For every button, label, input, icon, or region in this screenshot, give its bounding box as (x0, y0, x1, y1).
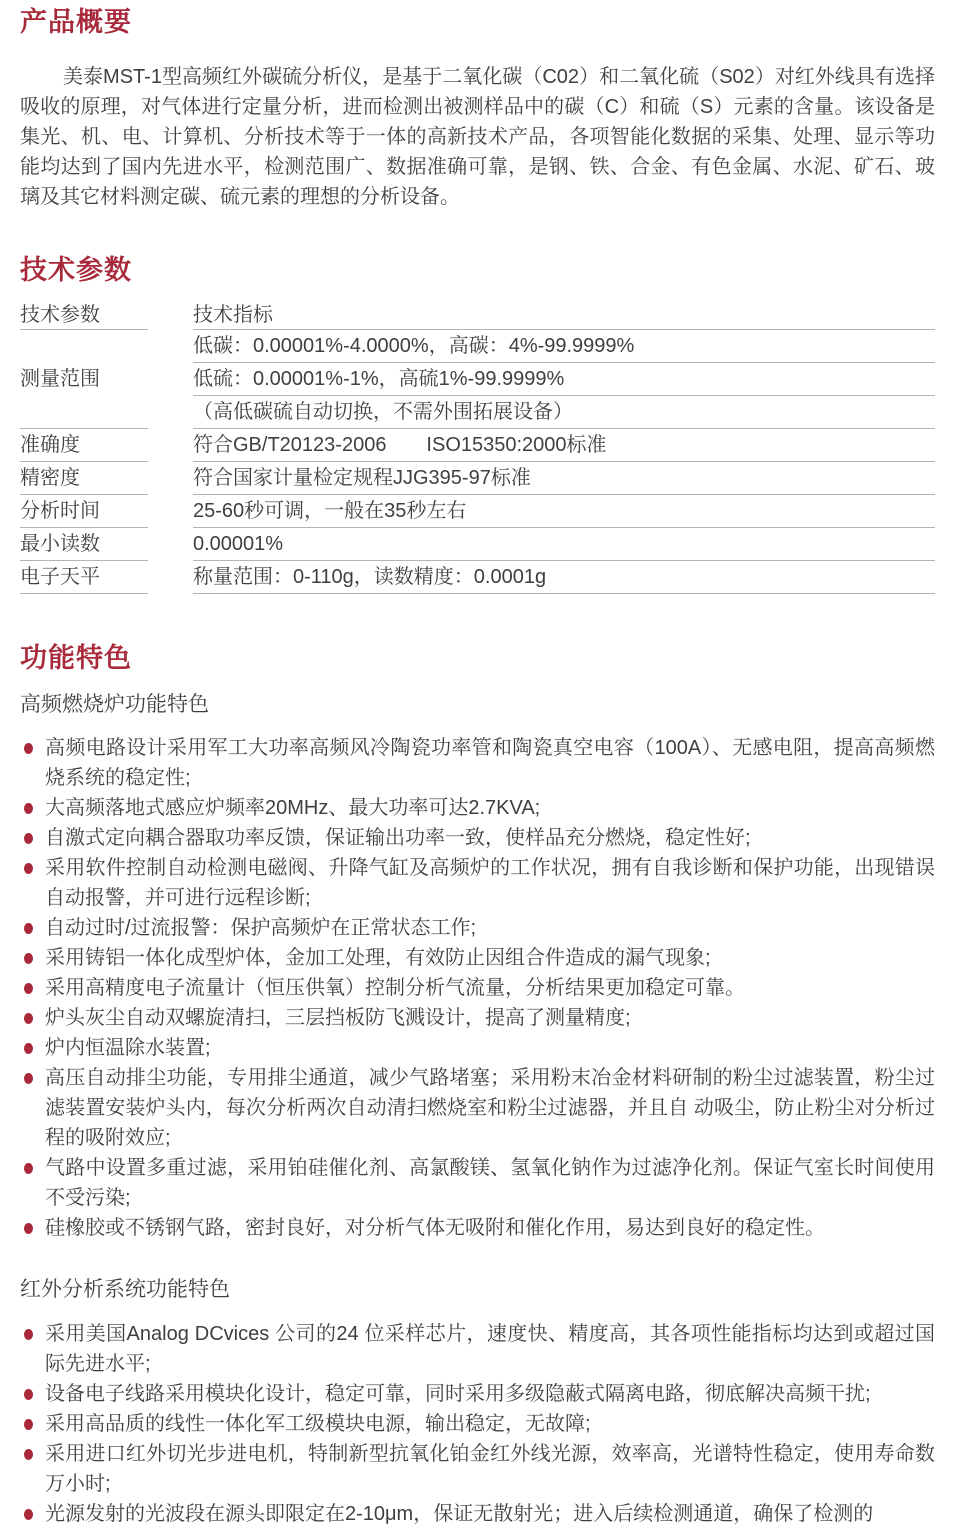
table-header-row (20, 301, 935, 329)
feature-group-subheading-furnace: 高频燃烧炉功能特色 (20, 692, 209, 716)
bullet-icon (24, 803, 33, 814)
column-spacer (148, 428, 193, 461)
section-heading-parameters: 技术参数 (20, 255, 132, 285)
table-row-range-1 (20, 329, 935, 362)
bullet-icon (24, 743, 33, 754)
section-heading-features: 功能特色 (20, 642, 132, 673)
section-heading-overview: 产品概要 (20, 7, 132, 37)
row-value: 称量范围：0-110g，读数精度：0.0001g (193, 560, 935, 593)
feature-item (20, 1499, 935, 1529)
feature-item (20, 733, 935, 793)
bullet-icon (24, 1013, 33, 1024)
row-value-auto-switch: （高低碳硫自动切换，不需外围拓展设备） (193, 395, 935, 428)
feature-text: 炉头灰尘自动双螺旋清扫，三层挡板防飞溅设计，提高了测量精度; (45, 1006, 631, 1029)
feature-item (20, 1439, 935, 1499)
column-spacer (148, 527, 193, 560)
feature-text: 大高频落地式感应炉频率20MHz、最大功率可达2.7KVA; (45, 796, 541, 819)
feature-item (20, 823, 935, 853)
column-spacer (148, 560, 193, 593)
row-label: 最小读数 (20, 527, 148, 560)
bullet-icon (24, 833, 33, 844)
feature-item (20, 1409, 935, 1439)
feature-text: 采用进口红外切光步进电机，特制新型抗氧化铂金红外线光源，效率高，光谱特性稳定，使用寿命数万小时; (45, 1442, 935, 1495)
column-header-parameter: 技术参数 (20, 301, 148, 329)
table-row-balance (20, 560, 935, 593)
parameters-table (20, 301, 935, 594)
feature-text: 高压自动排尘功能，专用排尘通道，减少气路堵塞；采用粉末冶金材料研制的粉尘过滤装置，粉尘过滤装置安装炉头内，每次分析两次自动清扫燃烧室和粉尘过滤器，并且自 动吸尘，防止粉尘对分析过程的吸附效应; (45, 1066, 935, 1149)
feature-item (20, 1153, 935, 1213)
feature-item (20, 793, 935, 823)
feature-text: 采用铸铝一体化成型炉体，金加工处理，有效防止因组合件造成的漏气现象; (45, 946, 711, 969)
bullet-icon (24, 983, 33, 994)
column-spacer (148, 301, 193, 329)
overview-paragraph: 美泰MST-1型高频红外碳硫分析仪，是基于二氧化碳（C02）和二氧化硫（S02）对红外线具有选择吸收的原理，对气体进行定量分析，进而检测出被测样品中的碳（C）和硫（S）元素的含量。该设备是集光、机、电、计算机、分析技术等于一体的高新技术产品，各项智能化数据的采集、处理、显示等功能均达到了国内先进水平，检测范围广、数据准确可靠，是钢、铁、合金、有色金属、水泥、矿石、玻璃及其它材料测定碳、硫元素的理想的分析设备。 (20, 66, 935, 208)
feature-item (20, 943, 935, 973)
feature-text: 采用美国Analog DCvices 公司的24 位采样芯片，速度快、精度高，其各项性能指标均达到或超过国际先进水平; (45, 1322, 935, 1375)
feature-group-subheading-infrared: 红外分析系统功能特色 (20, 1277, 230, 1301)
row-value: 符合国家计量检定规程JJG395-97标准 (193, 461, 935, 494)
row-label: 准确度 (20, 428, 148, 461)
row-label-range: 测量范围 (20, 329, 148, 428)
feature-item (20, 913, 935, 943)
row-label: 精密度 (20, 461, 148, 494)
column-spacer (148, 494, 193, 527)
bullet-icon (24, 1449, 33, 1460)
bullet-icon (24, 1163, 33, 1174)
feature-text: 高频电路设计采用军工大功率高频风冷陶瓷功率管和陶瓷真空电容（100A）、无感电阻，提高高频燃烧系统的稳定性; (45, 736, 935, 789)
feature-item (20, 1063, 935, 1153)
bullet-icon (24, 863, 33, 874)
column-spacer (148, 461, 193, 494)
feature-list-infrared (20, 1319, 935, 1529)
feature-item (20, 973, 935, 1003)
row-value: 25-60秒可调，一般在35秒左右 (193, 494, 935, 527)
bullet-icon (24, 1073, 33, 1084)
feature-text: 光源发射的光波段在源头即限定在2-10μm，保证无散射光；进入后续检测通道，确保了检测的 (45, 1502, 874, 1525)
bullet-icon (24, 1389, 33, 1400)
feature-text: 自动过时/过流报警：保护高频炉在正常状态工作; (45, 916, 477, 939)
feature-item (20, 1319, 935, 1379)
feature-text: 采用软件控制自动检测电磁阀、升降气缸及高频炉的工作状况，拥有自我诊断和保护功能，出现错误自动报警，并可进行远程诊断; (45, 856, 935, 909)
column-header-indicator: 技术指标 (193, 301, 935, 329)
bullet-icon (24, 1509, 33, 1520)
table-row-analysis-time (20, 494, 935, 527)
feature-item (20, 1033, 935, 1063)
feature-list-furnace (20, 733, 935, 1243)
feature-item (20, 1379, 935, 1409)
bullet-icon (24, 1419, 33, 1430)
row-value: 0.00001% (193, 527, 935, 560)
feature-text: 自激式定向耦合器取功率反馈，保证输出功率一致，使样品充分燃烧，稳定性好; (45, 826, 751, 849)
feature-text: 硅橡胶或不锈钢气路，密封良好，对分析气体无吸附和催化作用，易达到良好的稳定性。 (45, 1216, 825, 1239)
row-value: 符合GB/T20123-2006 ISO15350:2000标准 (193, 428, 935, 461)
row-value-low-sulfur: 低硫：0.00001%-1%，高硫1%-99.9999% (193, 362, 935, 395)
table-row-accuracy (20, 428, 935, 461)
bullet-icon (24, 953, 33, 964)
bullet-icon (24, 1329, 33, 1340)
feature-item (20, 853, 935, 913)
row-value-low-carbon: 低碳：0.00001%-4.0000%，高碳：4%-99.9999% (193, 329, 935, 362)
bullet-icon (24, 1043, 33, 1054)
table-row-precision (20, 461, 935, 494)
feature-text: 采用高品质的线性一体化军工级模块电源，输出稳定，无故障; (45, 1412, 591, 1435)
row-label: 分析时间 (20, 494, 148, 527)
column-spacer (148, 329, 193, 428)
row-label: 电子天平 (20, 560, 148, 593)
table-row-min-reading (20, 527, 935, 560)
feature-text: 气路中设置多重过滤，采用铂硅催化剂、高氯酸镁、氢氧化钠作为过滤净化剂。保证气室长时间使用不受污染; (45, 1156, 935, 1209)
feature-item (20, 1213, 935, 1243)
feature-text: 采用高精度电子流量计（恒压供氧）控制分析气流量，分析结果更加稳定可靠。 (45, 976, 745, 999)
bullet-icon (24, 1223, 33, 1234)
feature-text: 炉内恒温除水装置; (45, 1036, 211, 1059)
feature-text: 设备电子线路采用模块化设计，稳定可靠，同时采用多级隐蔽式隔离电路，彻底解决高频干扰; (45, 1382, 871, 1405)
bullet-icon (24, 923, 33, 934)
feature-item (20, 1003, 935, 1033)
